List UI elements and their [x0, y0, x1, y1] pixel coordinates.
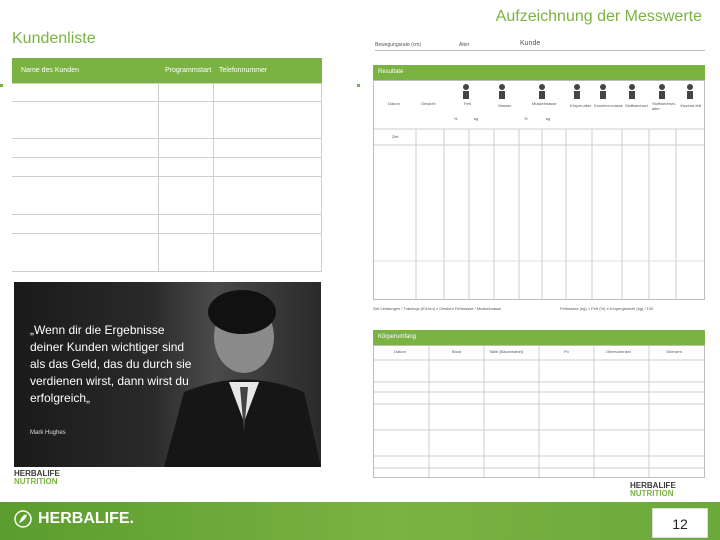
- col-program-start: Programmstart: [165, 67, 212, 74]
- results-col-muscle: Muskelmasse: [532, 101, 557, 106]
- measurement-header-fields: [375, 40, 705, 54]
- quote-author: Mark Hughes: [30, 430, 66, 436]
- quote-text: „Wenn dir die Ergebnisse deiner Kunden wichtiger sind als das Geld, das du durch sie verdienen wirst, dann wirst du erfolgreich„: [30, 323, 192, 405]
- accent-dot-left: [0, 84, 3, 87]
- customer-list-header: [12, 58, 322, 83]
- results-col-body-age: Körper-alter: [570, 103, 592, 108]
- unit-fat-percent: %: [454, 116, 458, 121]
- results-col-bone-mass: Knochen-masse: [594, 103, 623, 108]
- body-grid: [374, 346, 704, 477]
- results-col-visceral: Viszeral-fett: [680, 103, 702, 108]
- body-col-hips: Po: [564, 349, 569, 354]
- accent-dot-middle: [357, 84, 360, 87]
- col-phone: Telefonnummer: [219, 67, 268, 74]
- body-col-waist: Taille (Bauchnabel): [489, 349, 524, 354]
- unit-muscle-kg: kg: [546, 116, 551, 121]
- customer-list-table: [12, 58, 322, 272]
- body-col-thigh: Oberschenkel: [606, 349, 631, 354]
- results-col-date: Datum: [388, 101, 400, 106]
- results-col-fat: Fett: [464, 101, 471, 106]
- quote-photo: [14, 282, 321, 467]
- body-col-chest: Brust: [452, 349, 462, 354]
- footer-herbalife-logo: HERBALIFE.: [14, 510, 134, 528]
- col-customer-name: Name des Kunden: [21, 67, 79, 74]
- formula-right: Fettmasse (kg) = Fett (%) x Körpergewicht (kg) / 100: [560, 306, 654, 311]
- field-age: Alter: [459, 42, 470, 48]
- measurements-title: Aufzeichnung der Messwerte: [495, 8, 702, 25]
- customer-list-title: Kundenliste: [12, 30, 96, 47]
- unit-muscle-percent: %: [524, 116, 528, 121]
- body-measurements-header: Körperumfang: [373, 330, 705, 345]
- results-header: Resultate: [373, 65, 705, 80]
- results-col-water: Wasser: [498, 103, 512, 108]
- results-col-metabolism: Stoffwechsel: [625, 103, 648, 108]
- field-movement-rate: Bewegungsrate (cm): [375, 42, 422, 48]
- formula-left: Ziel Leistungen / Trainings (E/Lbm) x Gewicht Fettmasse / Muskelmasse: [373, 306, 502, 311]
- results-grid: [374, 81, 704, 299]
- page-number: 12: [652, 508, 708, 538]
- leaf-icon: [14, 510, 32, 528]
- herbalife-nutrition-logo-left: HERBALIFE NUTRITION: [14, 469, 60, 486]
- herbalife-nutrition-logo-right: HERBALIFE NUTRITION: [630, 481, 676, 498]
- field-customer: Kunde: [520, 40, 541, 47]
- customer-list-grid: [12, 83, 322, 272]
- body-col-date: Datum: [394, 349, 406, 354]
- body-col-arm: Oberarm: [666, 349, 682, 354]
- unit-fat-kg: kg: [474, 116, 479, 121]
- results-row-goal: Ziel: [392, 134, 399, 139]
- results-col-metabolic-age: Stoffwechsel-alter: [652, 101, 676, 111]
- body-measurements-table: [373, 345, 705, 478]
- results-table: [373, 80, 705, 300]
- results-col-weight: Gewicht: [421, 101, 436, 106]
